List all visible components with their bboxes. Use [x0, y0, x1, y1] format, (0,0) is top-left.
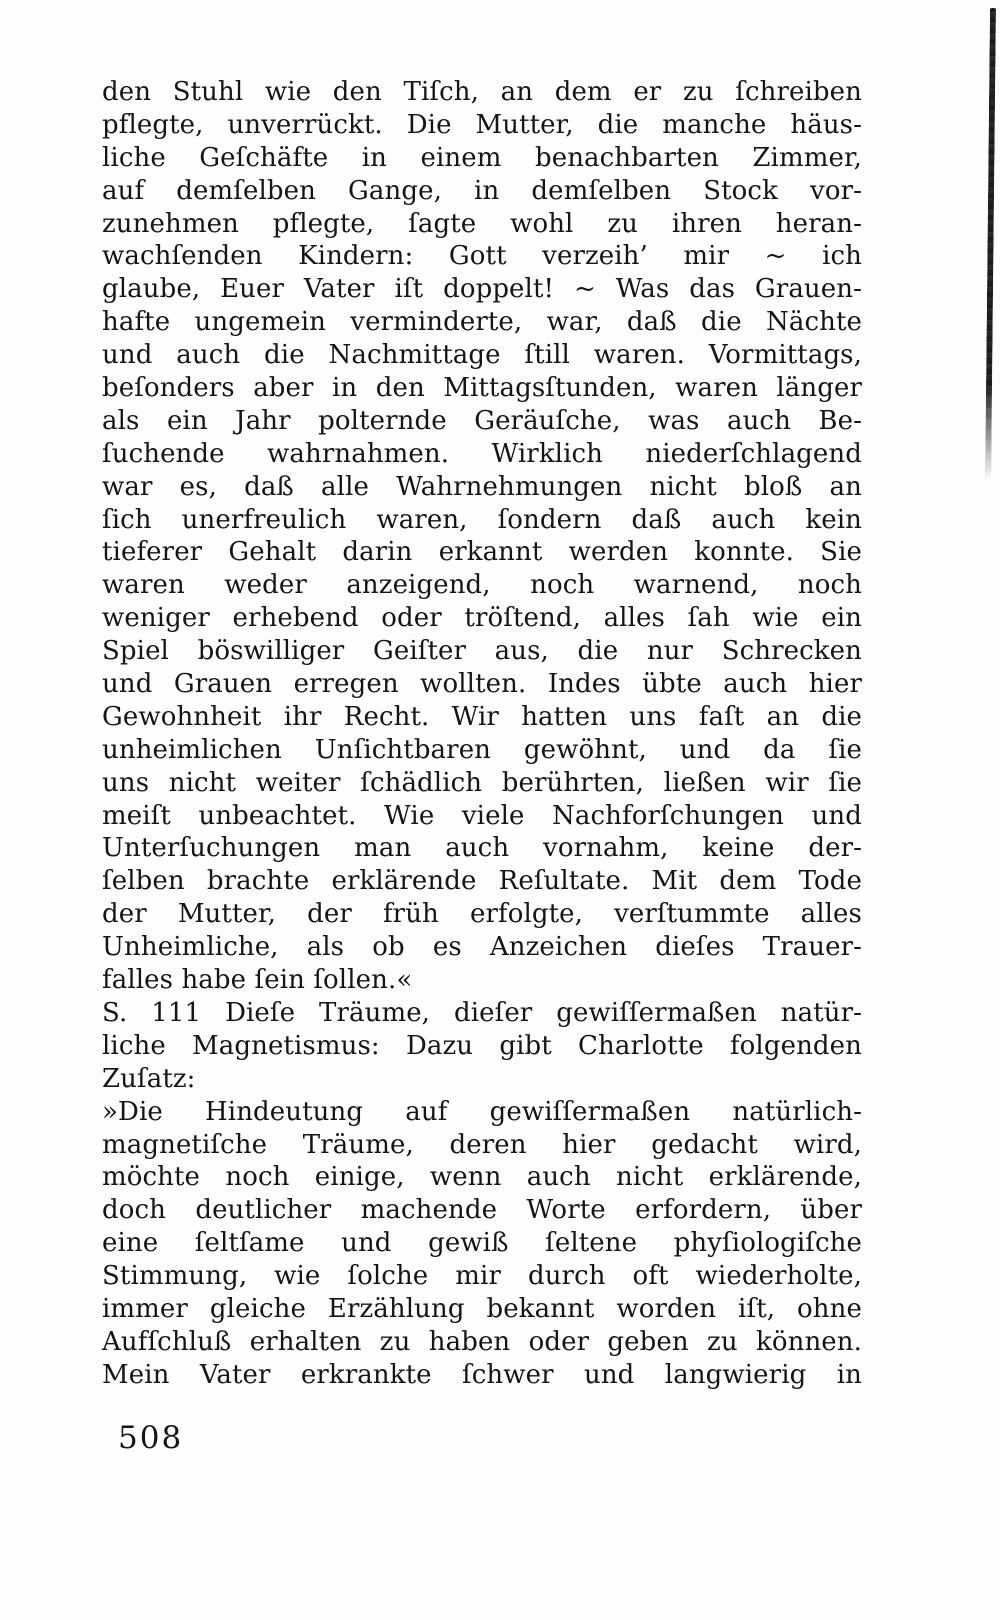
- body-text-block: [102, 76, 862, 1392]
- text-line: Spiel böswilliger Geiſter aus, die nur Schrecken: [102, 636, 862, 667]
- text-line: beſonders aber in den Mittagsſtunden, waren länger: [102, 373, 862, 404]
- text-line: Aufſchluß erhalten zu haben oder geben zu können.: [102, 1326, 862, 1357]
- text-line: den Stuhl wie den Tiſch, an dem er zu ſchreiben: [102, 77, 862, 107]
- text-line-paragraph-end: Zuſatz:: [102, 1063, 196, 1094]
- text-line: liche Magnetismus: Dazu gibt Charlotte folgenden: [102, 1030, 862, 1061]
- text-line: möchte noch einige, wenn auch nicht erklärende,: [102, 1162, 862, 1193]
- text-line-paragraph-end: falles habe ſein ſollen.«: [102, 965, 413, 996]
- text-line: Unheimliche, als ob es Anzeichen dieſes Trauer-: [102, 932, 862, 963]
- text-line: Gewohnheit ihr Recht. Wir hatten uns faſt an die: [102, 701, 862, 732]
- text-line: glaube, Euer Vater iſt doppelt! ~ Was das Grauen-: [102, 274, 862, 305]
- text-line: S. 111 Dieſe Träume, dieſer gewiſſermaßen natür-: [102, 997, 862, 1028]
- text-line: uns nicht weiter ſchädlich berührten, ließen wir ſie: [102, 767, 862, 798]
- text-line: immer gleiche Erzählung bekannt worden iſt, ohne: [102, 1293, 862, 1324]
- scan-artifact-right-edge: [985, 8, 996, 480]
- text-line: der Mutter, der früh erfolgte, verſtummte alles: [102, 899, 862, 930]
- text-line: »Die Hindeutung auf gewiſſermaßen natürlich-: [102, 1096, 862, 1127]
- text-line: doch deutlicher machende Worte erfordern, über: [102, 1195, 862, 1226]
- text-line: meiſt unbeachtet. Wie viele Nachforſchungen und: [102, 800, 862, 831]
- text-line: liche Geſchäfte in einem benachbarten Zimmer,: [102, 142, 862, 173]
- text-line: ſuchende wahrnahmen. Wirklich niederſchlagend: [102, 438, 862, 469]
- text-line: eine ſeltſame und gewiß ſeltene phyſiologiſche: [102, 1228, 862, 1259]
- page-number: 508: [118, 1420, 184, 1456]
- text-line: Mein Vater erkrankte ſchwer und langwierig in: [102, 1359, 862, 1390]
- text-line: magnetiſche Träume, deren hier gedacht wird,: [102, 1129, 862, 1160]
- text-line: war es, daß alle Wahrnehmungen nicht bloß an: [102, 471, 862, 502]
- text-line: zunehmen pflegte, ſagte wohl zu ihren heran-: [102, 208, 862, 239]
- text-line: als ein Jahr polternde Geräuſche, was auch Be-: [102, 405, 862, 436]
- text-line: ſelben brachte erklärende Reſultate. Mit dem Tode: [102, 866, 862, 897]
- text-line: Stimmung, wie ſolche mir durch oft wiederholte,: [102, 1261, 862, 1292]
- text-line: weniger erhebend oder tröſtend, alles ſah wie ein: [102, 603, 862, 634]
- text-line: waren weder anzeigend, noch warnend, noch: [102, 570, 862, 601]
- text-line: Unterſuchungen man auch vornahm, keine der-: [102, 833, 862, 864]
- text-line: auf demſelben Gange, in demſelben Stock vor-: [102, 175, 862, 206]
- text-line: pflegte, unverrückt. Die Mutter, die manche häus-: [102, 109, 862, 140]
- text-line: und Grauen erregen wollten. Indes übte auch hier: [102, 669, 862, 700]
- text-line: und auch die Nachmittage ſtill waren. Vormittags,: [102, 340, 862, 371]
- text-line: tieferer Gehalt darin erkannt werden konnte. Sie: [102, 537, 862, 568]
- text-line: unheimlichen Unſichtbaren gewöhnt, und da ſie: [102, 734, 862, 765]
- text-line: hafte ungemein verminderte, war, daß die Nächte: [102, 307, 862, 338]
- text-line: wachſenden Kindern: Gott verzeih’ mir ~ ich: [102, 241, 862, 272]
- text-line: ſich unerfreulich waren, ſondern daß auch kein: [102, 504, 862, 535]
